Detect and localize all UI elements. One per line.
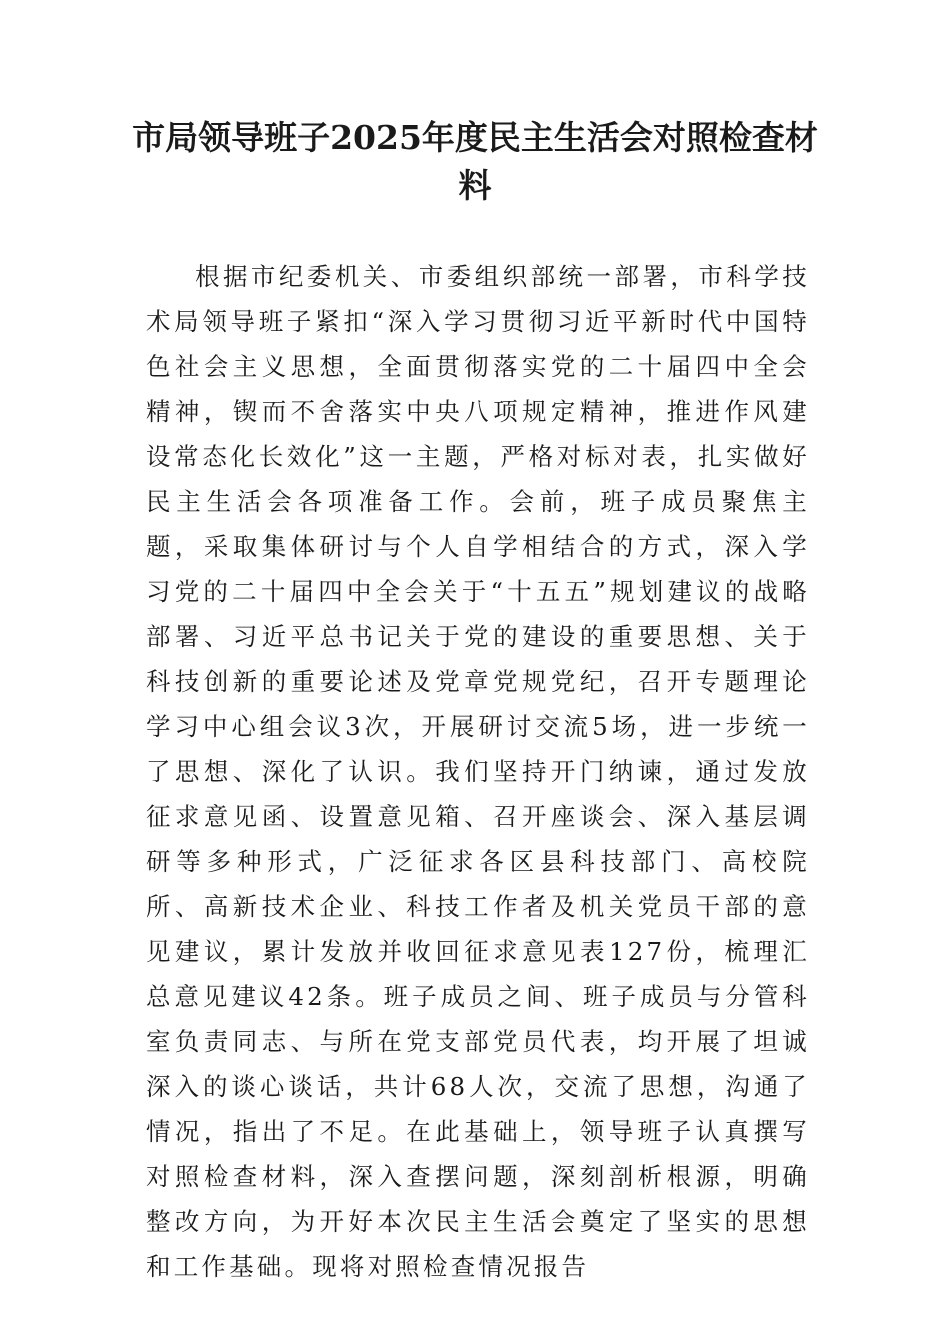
body-paragraph: 根据市纪委机关、市委组织部统一部署，市科学技术局领导班子紧扣“深入学习贯彻习近平新时代中国特色社会主义思想，全面贯彻落实党的二十届四中全会精神，锲而不舍落实中央八项规定精神，推进作风建设常态化长效化”这一主题，严格对标对表，扎实做好民主生活会各项准备工作。会前，班子成员聚焦主题，采取集体研讨与个人自学相结合的方式，深入学习党的二十届四中全会关于“十五五”规划建议的战略部署、习近平总书记关于党的建设的重要思想、关于科技创新的重要论述及党章党规党纪，召开专题理论学习中心组会议3次，开展研讨交流5场，进一步统一了思想、深化了认识。我们坚持开门纳谏，通过发放征求意见函、设置意见箱、召开座谈会、深入基层调研等多种形式，广泛征求各区县科技部门、高校院所、高新技术企业、科技工作者及机关党员干部的意见建议，累计发放并收回征求意见表127份，梳理汇总意见建议42条。班子成员之间、班子成员与分管科室负责同志、与所在党支部党员代表，均开展了坦诚深入的谈心谈话，共计68人次，交流了思想，沟通了情况，指出了不足。在此基础上，领导班子认真撰写对照检查材料，深入查摆问题，深刻剖析根源，明确整改方向，为开好本次民主生活会奠定了坚实的思想和工作基础。现将对照检查情况报告 [146, 262, 810, 1281]
document-title: 市局领导班子2025年度民主生活会对照检查材料 [132, 118, 818, 205]
